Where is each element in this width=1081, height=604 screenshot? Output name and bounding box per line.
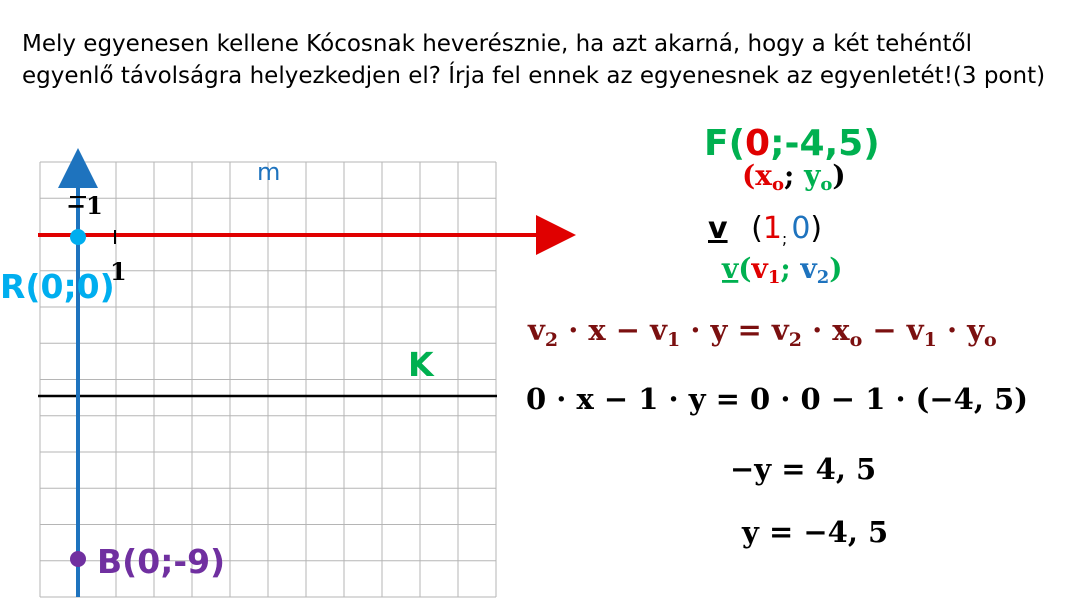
- line-k-label: K: [408, 345, 434, 384]
- tick-right-label: 1: [110, 257, 127, 286]
- equation-substituted: 0 · x − 1 · y = 0 · 0 − 1 · (−4, 5): [526, 382, 1028, 416]
- equation-general: $v_2 \cdot x - v_1 \cdot y = v_2 \cdot x_o - v_1 \cdot y_o$: [528, 313, 997, 351]
- point-r: [70, 229, 86, 245]
- point-r-label: R(0;0): [0, 267, 115, 306]
- equation-step: −y = 4, 5: [730, 452, 877, 486]
- point-coord-vars: (xo; yo): [742, 159, 846, 195]
- question-text: Mely egyenesen kellene Kócosnak heverésznie, ha azt akarná, hogy a két tehéntől egyenlő távolságra helyezkedjen el? Írja fel ennek az egyenesnek az egyenletét!(3 pont): [22, 31, 1046, 89]
- point-f-label: F(0;-4,5): [704, 123, 880, 164]
- point-b: [70, 551, 86, 567]
- line-m-label: m: [257, 158, 281, 186]
- point-b-label: B(0;-9): [97, 542, 226, 581]
- vector-v: v ($1_;$ 0): [708, 211, 823, 248]
- tick-top-label: −1: [66, 191, 103, 220]
- vector-components: v(v1; v2): [722, 252, 843, 288]
- equation-result: y = −4, 5: [742, 515, 889, 549]
